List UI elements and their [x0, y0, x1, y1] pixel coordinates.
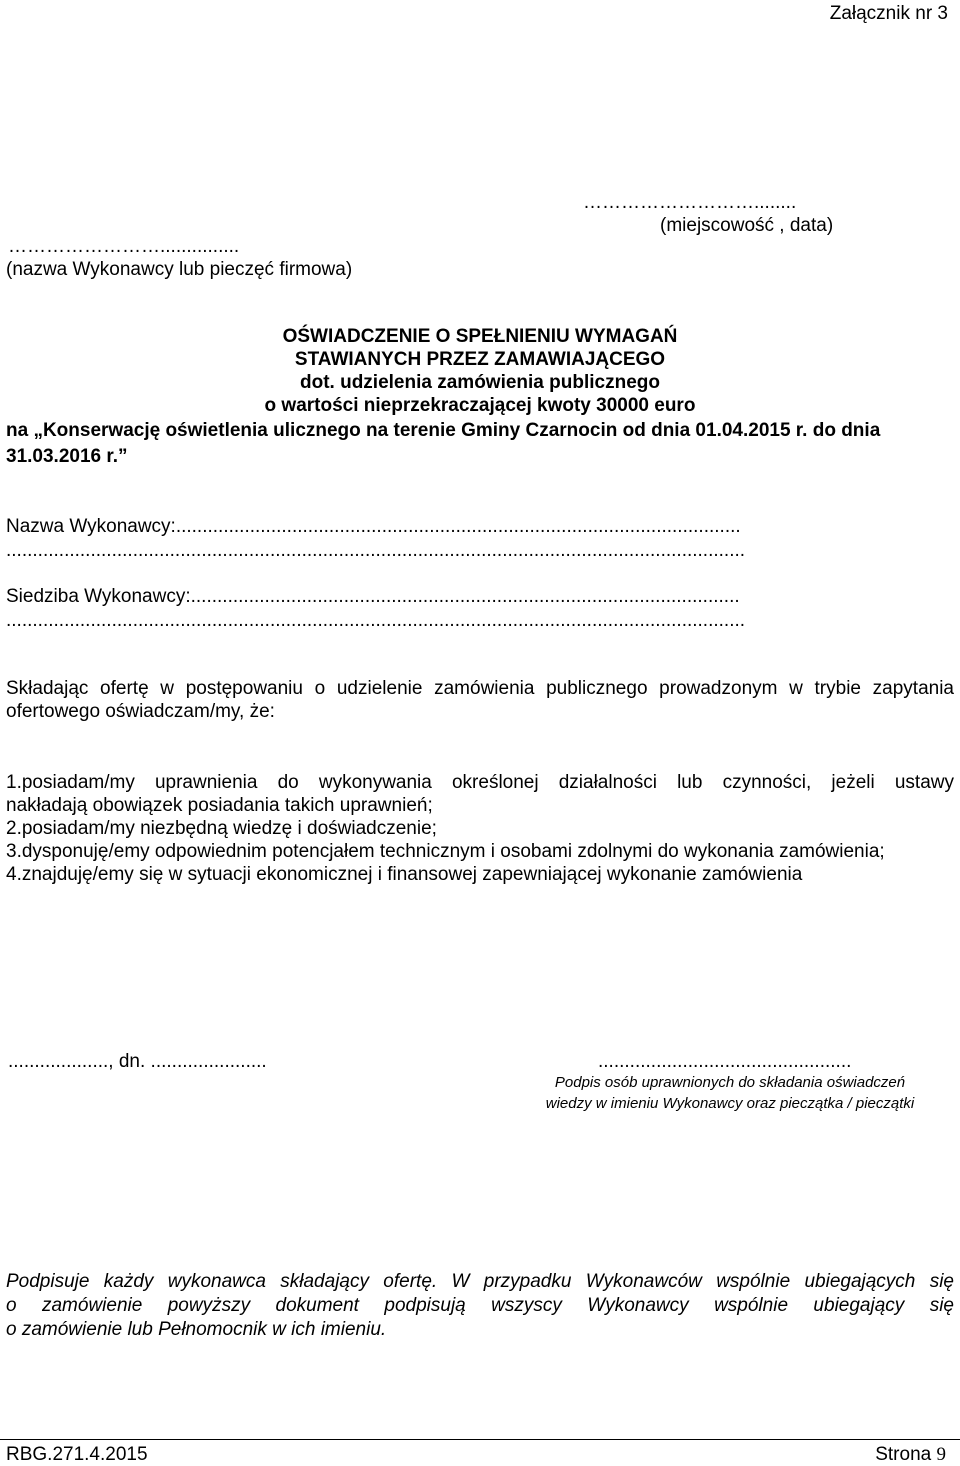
statement-item: 2.posiadam/my niezbędną wiedzę i doświadczenie;	[6, 818, 437, 839]
contractor-name-field-continuation[interactable]: ............................................................................................................................................	[6, 540, 746, 561]
signing-note	[6, 1270, 954, 1342]
statement-item: 4.znajduję/emy się w sytuacji ekonomicznej i finansowej zapewniającej wykonanie zamówienia	[6, 864, 803, 885]
title-line: OŚWIADCZENIE O SPEŁNIENIU WYMAGAŃ	[282, 326, 678, 347]
statements-list	[6, 771, 954, 886]
intro-line: Składając ofertę w postępowaniu o udzielenie zamówienia publicznego prowadzonym w trybie zapytania	[6, 678, 954, 699]
document-title	[0, 325, 960, 417]
place-date-dots: ………………………........	[583, 192, 797, 213]
statement-item: 3.dysponuję/emy odpowiednim potencjałem technicznym i osobami zdolnymi do wykonania zamówienia;	[6, 841, 885, 862]
contractor-stamp-caption: (nazwa Wykonawcy lub pieczęć firmowa)	[6, 259, 353, 280]
attachment-label: Załącznik nr 3	[829, 3, 948, 24]
footer-reference: RBG.271.4.2015	[6, 1444, 148, 1465]
title-line: STAWIANYCH PRZEZ ZAMAWIAJĄCEGO	[294, 349, 666, 370]
signature-caption: wiedzy w imieniu Wykonawcy oraz pieczątka / pieczątki	[545, 1095, 915, 1112]
signature-caption: Podpis osób uprawnionych do składania oświadczeń	[554, 1074, 906, 1091]
title-line-subject: na „Konserwację oświetlenia ulicznego na terenie Gminy Czarnocin od dnia 01.04.2015 r. do dnia	[6, 420, 881, 441]
contractor-stamp-dots: ……………………...............	[8, 236, 240, 257]
title-line: o wartości nieprzekraczającej kwoty 30000 euro	[264, 395, 696, 416]
footer-divider	[0, 1439, 960, 1440]
statement-item-continuation: nakładają obowiązek posiadania takich uprawnień;	[6, 795, 433, 816]
contractor-seat-field[interactable]: Siedziba Wykonawcy:........................................................................................................	[6, 586, 740, 607]
footer-page-label: Strona	[875, 1444, 932, 1465]
intro-line: ofertowego oświadczam/my, że:	[6, 701, 275, 722]
footer-page-number: 9	[936, 1444, 946, 1465]
contractor-seat-field-continuation[interactable]: ............................................................................................................................................	[6, 610, 746, 631]
title-line-end-date: 31.03.2016 r.”	[6, 446, 128, 467]
title-line: dot. udzielenia zamówienia publicznego	[300, 372, 660, 393]
note-line: o zamówienie powyższy dokument podpisują wszyscy Wykonawcy wspólnie ubiegający się	[6, 1295, 954, 1316]
statement-item: 1.posiadam/my uprawnienia do wykonywania określonej działalności lub czynności, jeżeli ustawy	[6, 772, 954, 793]
contractor-name-field[interactable]: Nazwa Wykonawcy:...........................................................................................................	[6, 516, 741, 537]
place-date-caption: (miejscowość , data)	[660, 215, 834, 236]
signature-place-date[interactable]: ..................., dn. ......................	[8, 1051, 267, 1072]
note-line: Podpisuje każdy wykonawca składający ofertę. W przypadku Wykonawców wspólnie ubiegających się	[6, 1271, 954, 1292]
note-line: o zamówienie lub Pełnomocnik w ich imieniu.	[6, 1319, 387, 1340]
intro-paragraph	[6, 677, 954, 723]
signature-line[interactable]: ................................................	[598, 1051, 852, 1072]
